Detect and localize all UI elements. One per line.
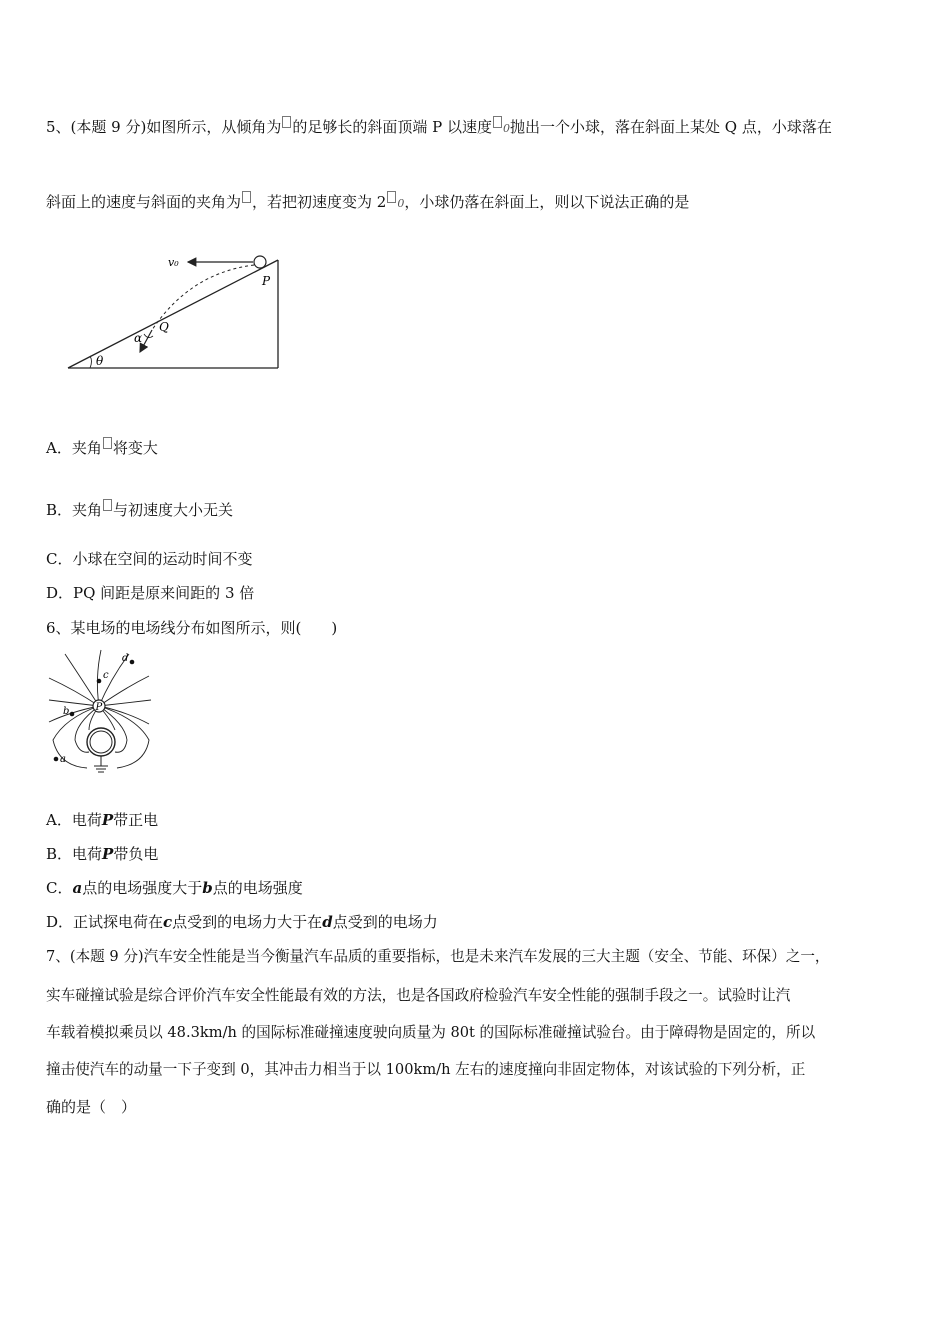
label-d: d	[122, 653, 129, 664]
missing-glyph-icon	[242, 191, 251, 203]
q5-text-2b: ，若把初速度变为 2	[252, 193, 387, 211]
ball	[254, 256, 266, 268]
label-c: c	[103, 670, 109, 681]
q6-optD-text-c: 点受到的电场力	[332, 913, 438, 931]
q7-line-5: 确的是（ ）	[46, 1098, 137, 1116]
q6-option-c	[46, 877, 303, 898]
q5-text-1a: 5、(本题 9 分)如图所示，从倾角为	[46, 118, 282, 136]
point-b	[70, 712, 75, 717]
missing-glyph-icon	[103, 437, 112, 449]
q6-optC-text-b: 点的电场强度大于	[82, 879, 203, 897]
q5-optB-text-a: B．夹角	[46, 501, 103, 519]
missing-glyph-icon	[282, 116, 291, 128]
point-c	[97, 679, 102, 684]
q5-text-2a: 斜面上的速度与斜面的夹角为	[46, 193, 242, 211]
q5-option-b	[46, 499, 233, 520]
incline-figure	[60, 248, 290, 378]
q6-optA-var: P	[101, 811, 114, 829]
q7-line-4: 撞击使汽车的动量一下子变到 0，其冲击力相当于以 100km/h 左右的速度撞向非固定物体，对该试验的下列分析，正	[46, 1061, 806, 1078]
label-v0: v₀	[168, 256, 179, 269]
q6-optC-text-a: C．	[46, 879, 73, 897]
q5-optA-text-b: 将变大	[112, 439, 158, 457]
label-a: a	[60, 754, 66, 765]
q6-option-d	[46, 911, 438, 932]
q5-option-d: D．PQ 间距是原来间距的 3 倍	[46, 584, 255, 602]
label-Q: Q	[159, 320, 169, 334]
q6-optC-var2: b	[202, 879, 213, 897]
q5-option-c: C．小球在空间的运动时间不变	[46, 550, 253, 568]
theta-arc	[90, 356, 92, 368]
q6-optD-var1: c	[163, 913, 173, 931]
q5-stem-line1	[46, 116, 832, 137]
q5-text-1b: 的足够长的斜面顶端 P 以速度	[292, 118, 492, 136]
q5-text-1c: 抛出一个小球，落在斜面上某处 Q 点，小球落在	[509, 118, 832, 136]
point-d	[130, 660, 135, 665]
q6-stem: 6、某电场的电场线分布如图所示，则( )	[46, 619, 338, 637]
q6-optA-text-b: 带正电	[113, 811, 159, 829]
incline-surface	[68, 260, 278, 368]
q5-optB-text-b: 与初速度大小无关	[113, 501, 234, 519]
q5-stem-line2	[46, 191, 689, 212]
q5-v-subscript: 0	[502, 122, 510, 135]
q6-optA-text-a: A．电荷	[46, 811, 102, 829]
q6-option-b	[46, 843, 158, 864]
missing-glyph-icon	[387, 191, 396, 203]
missing-glyph-icon	[103, 499, 112, 511]
q6-optD-text-a: D．正试探电荷在	[46, 913, 164, 931]
missing-glyph-icon	[493, 116, 502, 128]
field-lines-figure	[45, 648, 160, 773]
q6-optB-var: P	[102, 845, 114, 863]
q5-optA-text-a: A．夹角	[46, 439, 102, 457]
q7-line-2: 实车碰撞试验是综合评价汽车安全性能最有效的方法，也是各国政府检验汽车安全性能的强制手段之一。试验时让汽	[46, 987, 791, 1004]
q6-optC-var1: a	[72, 879, 83, 897]
label-P: P	[95, 702, 103, 713]
label-theta: θ	[96, 354, 104, 368]
q6-option-a	[46, 809, 158, 830]
q6-optC-text-c: 点的电场强度	[212, 879, 303, 897]
q7-line-3: 车载着模拟乘员以 48.3km/h 的国际标准碰撞速度驶向质量为 80t 的国际标准碰撞试验台。由于障碍物是固定的，所以	[46, 1024, 816, 1041]
q5-option-a	[46, 437, 158, 458]
q6-optB-text-a: B．电荷	[46, 845, 103, 863]
label-b: b	[63, 706, 70, 717]
q6-optD-var2: d	[322, 913, 333, 931]
label-P: P	[262, 274, 271, 288]
q6-optD-text-b: 点受到的电场力大于在	[172, 913, 323, 931]
conductor-ring	[87, 728, 115, 756]
label-alpha: α	[134, 331, 143, 345]
q5-v-subscript-2: 0	[397, 197, 405, 210]
point-a	[54, 757, 59, 762]
q7-line-1: 7、(本题 9 分)汽车安全性能是当今衡量汽车品质的重要指标，也是未来汽车发展的三大主题（安全、节能、环保）之一，	[46, 948, 830, 965]
q5-text-2c: ，小球仍落在斜面上，则以下说法正确的是	[404, 193, 690, 211]
q6-optB-text-b: 带负电	[113, 845, 159, 863]
